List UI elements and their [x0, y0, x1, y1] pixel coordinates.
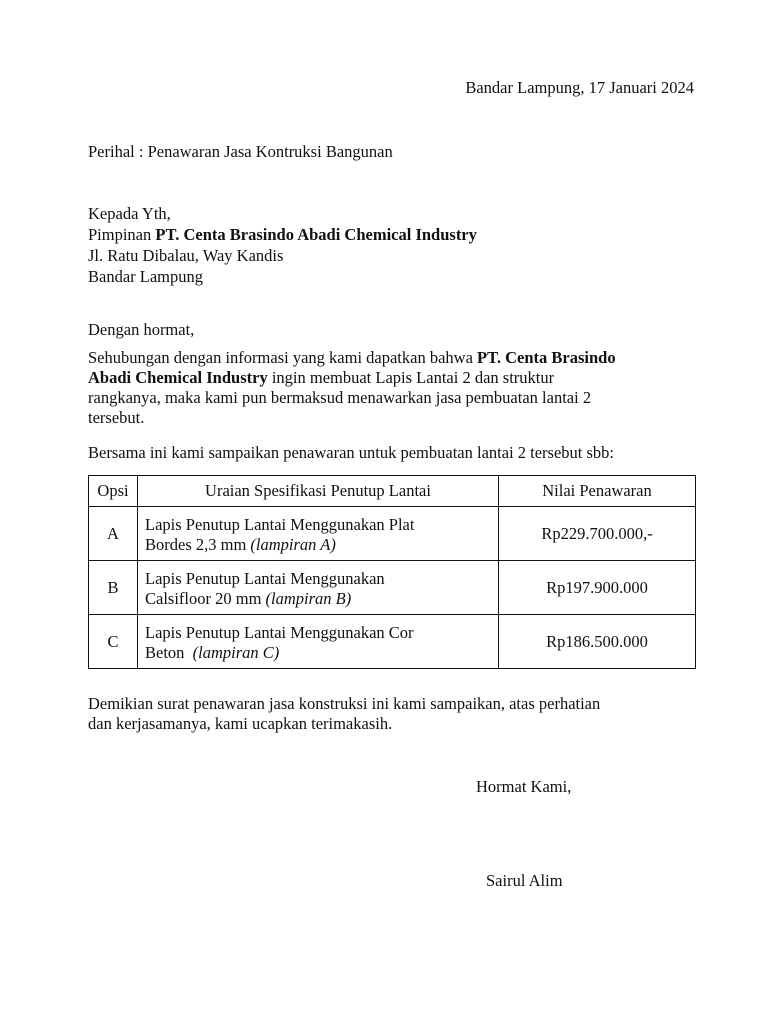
cell-opsi: A [89, 507, 138, 561]
cell-value: Rp197.900.000 [499, 561, 696, 615]
cell-description [138, 561, 499, 615]
cell-value: Rp186.500.000 [499, 615, 696, 669]
cell-value: Rp229.700.000,- [499, 507, 696, 561]
greeting: Dengan hormat, [88, 320, 195, 339]
cell-opsi: B [89, 561, 138, 615]
recipient-name-line [88, 225, 477, 246]
table-header-row [89, 476, 696, 507]
intro-text-1: Sehubungan dengan informasi yang kami dapatkan bahwa [88, 348, 478, 367]
closing-line: dan kerjasamanya, kami ucapkan terimakasih. [88, 714, 393, 733]
recipient-city: Bandar Lampung [88, 267, 204, 286]
letter-subject: Perihal : Penawaran Jasa Kontruksi Bangunan [88, 142, 393, 161]
table-row [89, 615, 696, 669]
recipient-street: Jl. Ratu Dibalau, Way Kandis [88, 246, 284, 265]
recipient-title: Pimpinan [88, 225, 156, 244]
closing-paragraph [88, 694, 696, 734]
table-row [89, 561, 696, 615]
header-value: Nilai Penawaran [499, 476, 696, 507]
cell-opsi: C [89, 615, 138, 669]
table-row [89, 507, 696, 561]
description-line: Beton [145, 643, 193, 662]
description-line: Bordes 2,3 mm [145, 535, 251, 554]
header-description: Uraian Spesifikasi Penutup Lantai [138, 476, 499, 507]
recipient-company: PT. Centa Brasindo Abadi Chemical Industry [155, 225, 477, 244]
intro-company-2: Abadi Chemical Industry [88, 368, 268, 387]
intro-text-4: tersebut. [88, 408, 145, 427]
description-line: Calsifloor 20 mm [145, 589, 266, 608]
attachment-ref: (lampiran A) [250, 535, 336, 554]
description-line: Lapis Penutup Lantai Menggunakan Plat [145, 515, 415, 534]
attachment-ref: (lampiran C) [192, 643, 280, 662]
offer-intro: Bersama ini kami sampaikan penawaran untuk pembuatan lantai 2 tersebut sbb: [88, 443, 615, 462]
attachment-ref: (lampiran B) [265, 589, 352, 608]
description-line: Lapis Penutup Lantai Menggunakan Cor [145, 623, 414, 642]
offer-table [88, 475, 696, 669]
signer-name: Sairul Alim [486, 871, 563, 890]
intro-company-1: PT. Centa Brasindo [477, 348, 616, 367]
intro-paragraph [88, 348, 696, 428]
description-line: Lapis Penutup Lantai Menggunakan [145, 569, 385, 588]
cell-description [138, 507, 499, 561]
intro-text-3: rangkanya, maka kami pun bermaksud menawarkan jasa pembuatan lantai 2 [88, 388, 592, 407]
letter-date: Bandar Lampung, 17 Januari 2024 [465, 78, 694, 97]
regards: Hormat Kami, [476, 777, 572, 796]
header-opsi: Opsi [89, 476, 138, 507]
closing-line: Demikian surat penawaran jasa konstruksi ini kami sampaikan, atas perhatian [88, 694, 601, 713]
cell-description [138, 615, 499, 669]
recipient-salutation: Kepada Yth, [88, 204, 171, 223]
intro-text-2: ingin membuat Lapis Lantai 2 dan struktur [267, 368, 555, 387]
recipient-block [88, 204, 477, 288]
